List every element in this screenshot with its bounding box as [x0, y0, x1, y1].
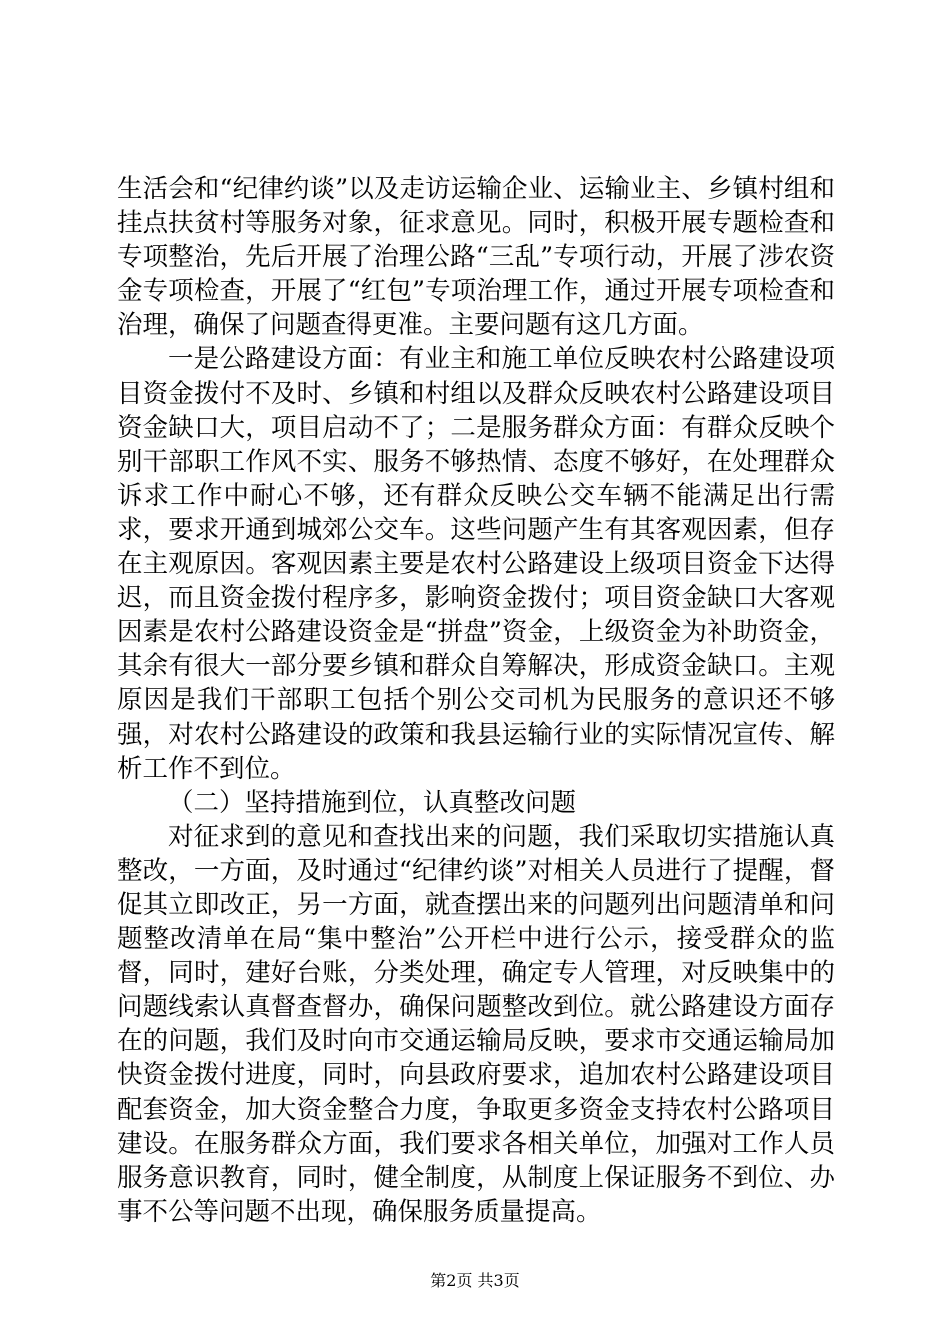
document-body	[117, 172, 835, 1229]
paragraph-rectification: 对征求到的意见和查找出来的问题，我们采取切实措施认真整改，一方面，及时通过“纪律约谈”对相关人员进行了提醒，督促其立即改正，另一方面，就查摆出来的问题列出问题清单和问题整改清单在局“集中整治”公开栏中进行公示，接受群众的监督，同时，建好台账，分类处理，确定专人管理，对反映集中的问题线索认真督查督办，确保问题整改到位。就公路建设方面存在的问题，我们及时向市交通运输局反映，要求市交通运输局加快资金拨付进度，同时，向县政府要求，追加农村公路建设项目配套资金，加大资金整合力度，争取更多资金支持农村公路项目建设。在服务群众方面，我们要求各相关单位，加强对工作人员服务意识教育，同时，健全制度，从制度上保证服务不到位、办事不公等问题不出现，确保服务质量提高。	[117, 821, 835, 1227]
section-heading: （二）坚持措施到位，认真整改问题	[168, 787, 577, 818]
page-number: 第2页 共3页	[430, 1271, 520, 1290]
paragraph-continued: 生活会和“纪律约谈”以及走访运输企业、运输业主、乡镇村组和挂点扶贫村等服务对象，征求意见。同时，积极开展专题检查和专项整治，先后开展了治理公路“三乱”专项行动，开展了涉农资金专项检查，开展了“红包”专项治理工作，通过开展专项检查和治理，确保了问题查得更准。主要问题有这几方面。	[117, 174, 835, 341]
paragraph-problems: 一是公路建设方面：有业主和施工单位反映农村公路建设项目资金拨付不及时、乡镇和村组以及群众反映农村公路建设项目资金缺口大，项目启动不了；二是服务群众方面：有群众反映个别干部职工作风不实、服务不够热情、态度不够好，在处理群众诉求工作中耐心不够，还有群众反映公交车辆不能满足出行需求，要求开通到城郊公交车。这些问题产生有其客观因素，但存在主观原因。客观因素主要是农村公路建设上级项目资金下达得迟，而且资金拨付程序多，影响资金拨付；项目资金缺口大客观因素是农村公路建设资金是“拼盘”资金，上级资金为补助资金，其余有很大一部分要乡镇和群众自筹解决，形成资金缺口。主观原因是我们干部职工包括个别公交司机为民服务的意识还不够强，对农村公路建设的政策和我县运输行业的实际情况宣传、解析工作不到位。	[117, 344, 835, 784]
